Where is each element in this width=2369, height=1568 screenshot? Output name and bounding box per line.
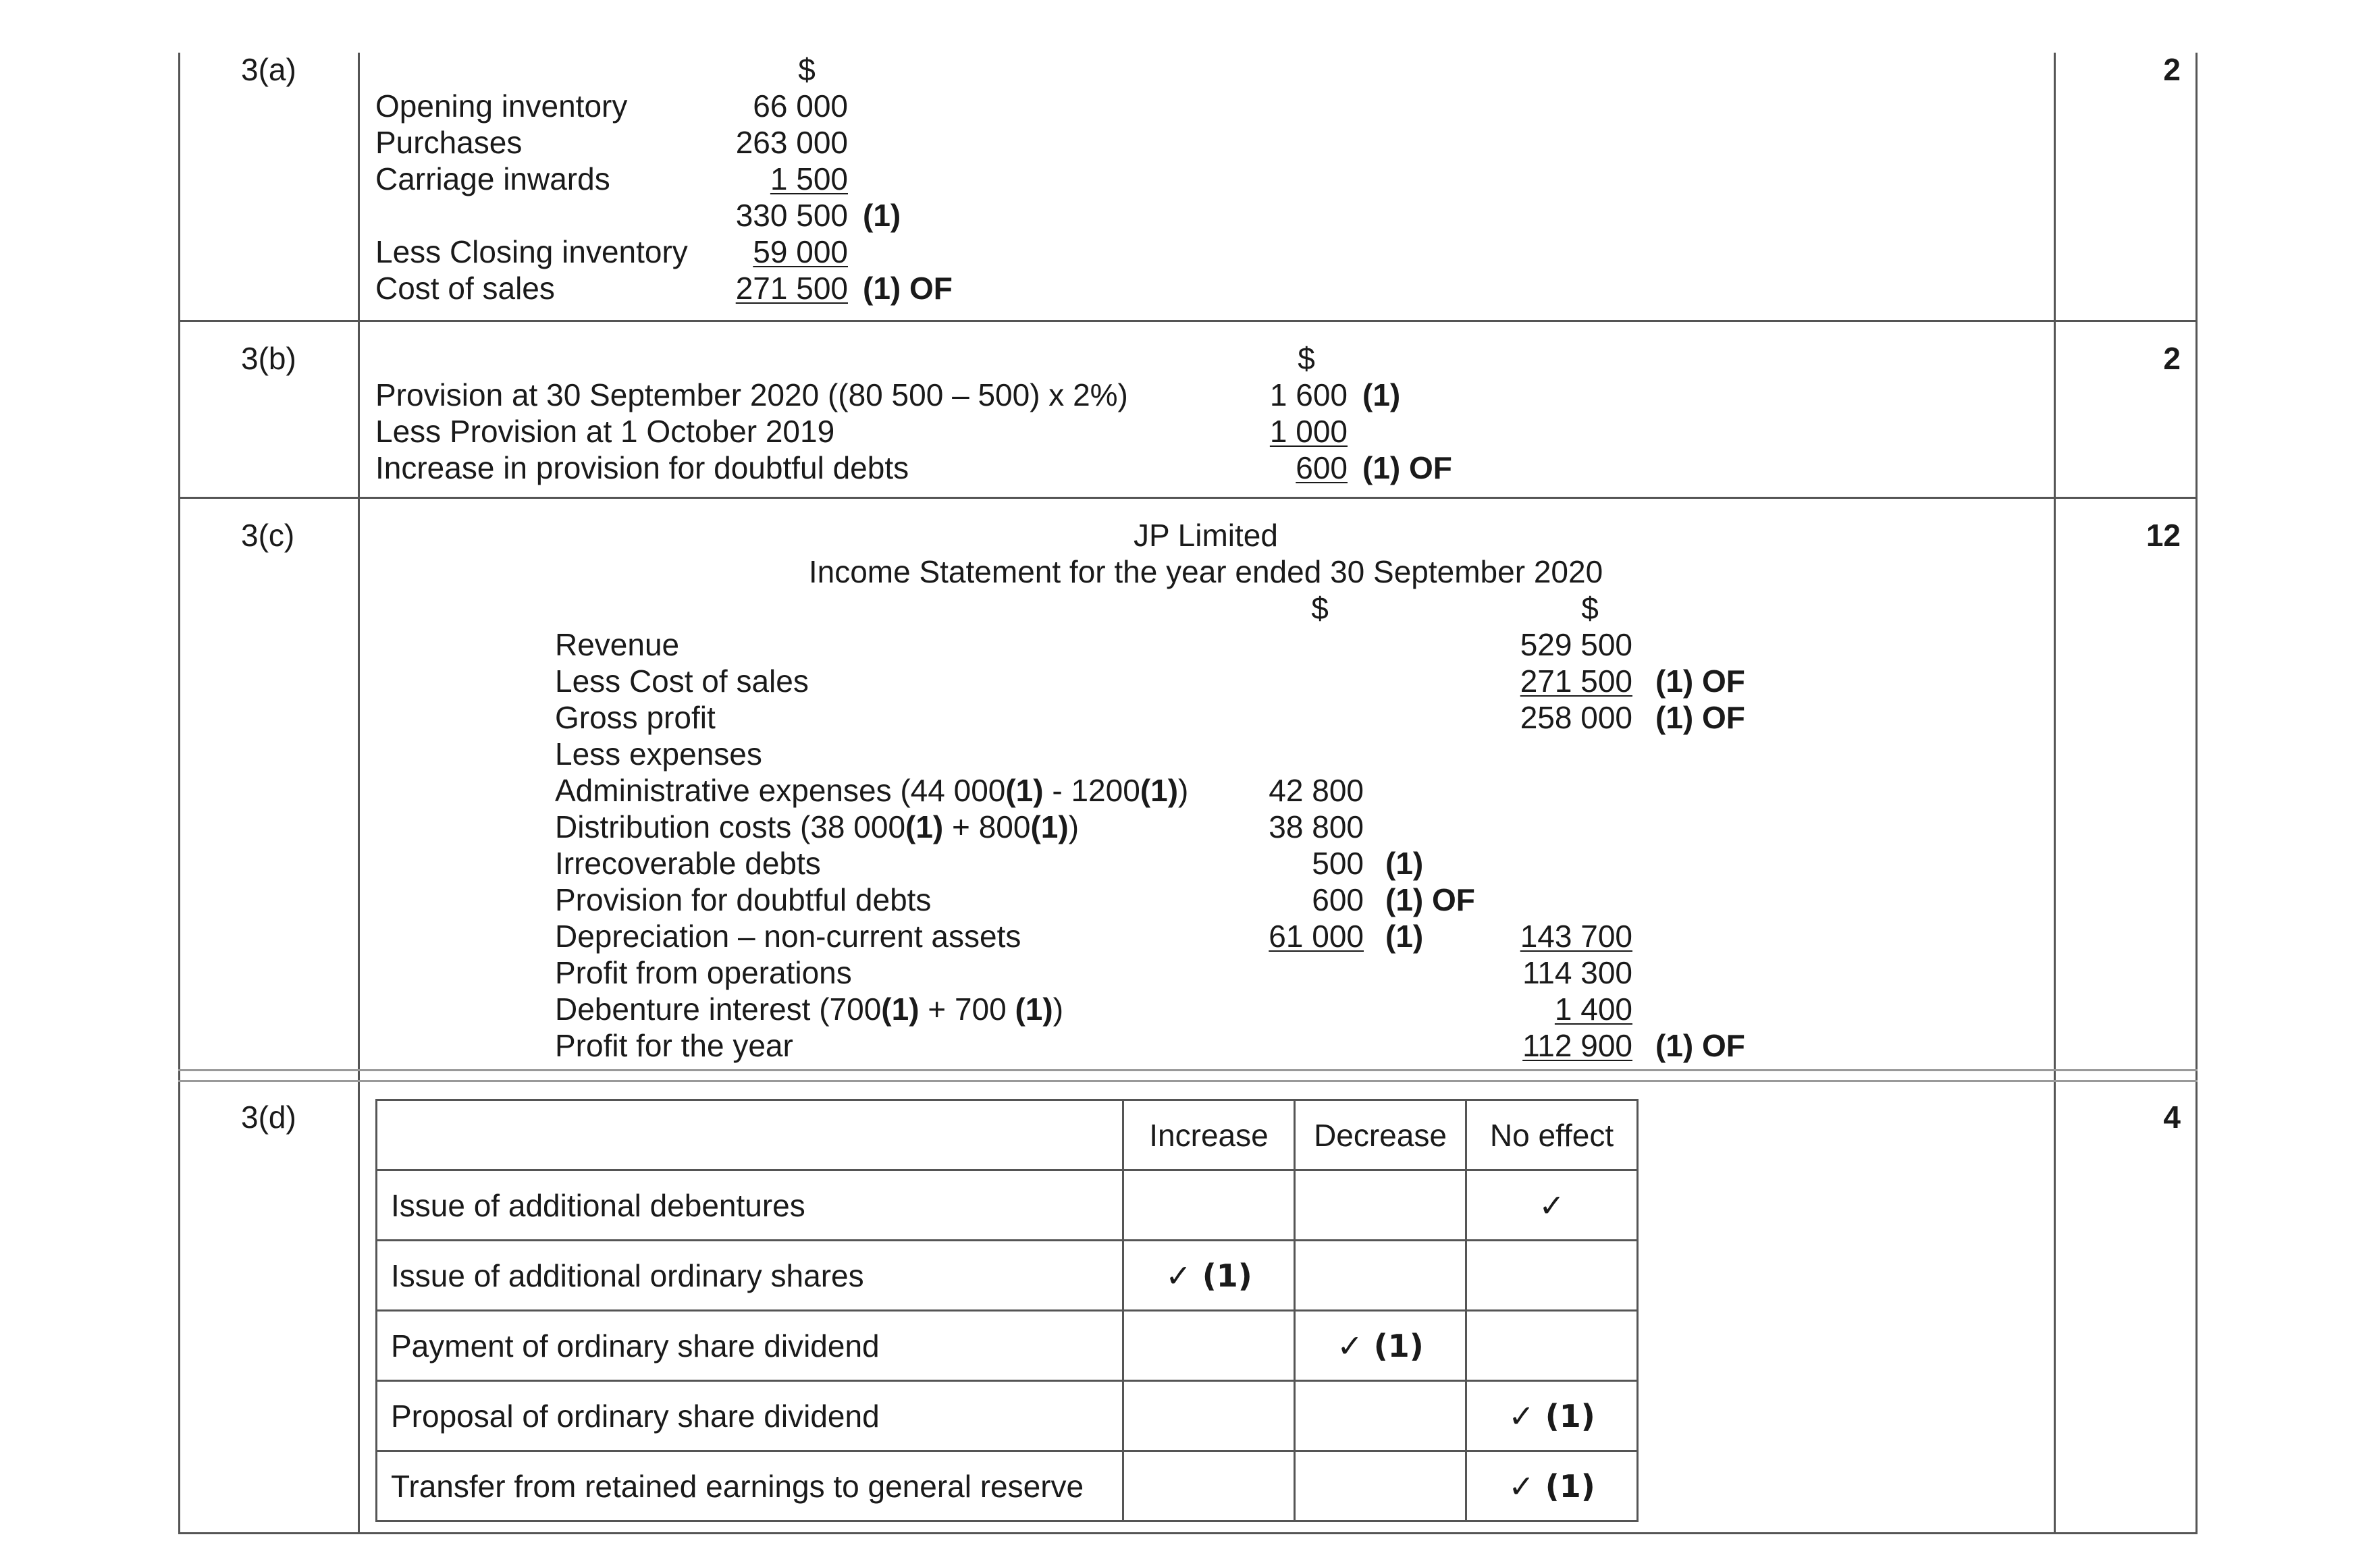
col2-amount: 529 500 bbox=[1520, 627, 1632, 662]
row-divider-a-b bbox=[178, 320, 2198, 322]
col1-amount: 600 bbox=[1312, 882, 1364, 917]
marks-value: 12 bbox=[2146, 518, 2181, 553]
row-divider-c-d-1 bbox=[178, 1069, 2198, 1071]
col1-amount bbox=[1235, 921, 1364, 952]
frame-marks-divider bbox=[2054, 53, 2056, 1534]
row-label: Depreciation – non-current assets bbox=[555, 919, 1021, 954]
row-amount: 330 500 bbox=[735, 198, 848, 233]
mark-note: (1) OF bbox=[1655, 664, 1745, 699]
col2-header: $ bbox=[1581, 591, 1599, 626]
amount-underlined: 1 400 bbox=[1554, 992, 1632, 1027]
col2-amount: 258 000 bbox=[1520, 700, 1632, 735]
mark-inline: (1) bbox=[1015, 992, 1053, 1027]
row-amount: 66 000 bbox=[753, 88, 848, 124]
col1-amount: 42 800 bbox=[1269, 773, 1364, 808]
question-label: 3(d) bbox=[241, 1100, 296, 1135]
increase-cell bbox=[1123, 1381, 1295, 1451]
marks-value: 2 bbox=[2163, 341, 2181, 376]
row-label: Carriage inwards bbox=[375, 161, 610, 196]
table-row bbox=[377, 1311, 1638, 1381]
label-text: Administrative expenses (44 000 bbox=[555, 773, 1006, 808]
mark-inline: (1) bbox=[881, 992, 920, 1027]
col2-amount bbox=[1485, 994, 1632, 1025]
no-effect-cell: ✓ (1) bbox=[1466, 1451, 1638, 1521]
row-label: Provision at 30 September 2020 ((80 500 – 500) x 2%) bbox=[375, 377, 1128, 412]
col1-header: $ bbox=[1311, 591, 1329, 626]
marks-value: 4 bbox=[2163, 1100, 2181, 1135]
mark-inline: (1) bbox=[1140, 773, 1179, 808]
row-label: Increase in provision for doubtful debts bbox=[375, 450, 909, 485]
row-amount bbox=[1215, 452, 1348, 483]
table-row bbox=[377, 1241, 1638, 1311]
row-label: Opening inventory bbox=[375, 88, 628, 124]
row-item: Issue of additional ordinary shares bbox=[377, 1241, 1123, 1311]
mark-note: (1) OF bbox=[1362, 450, 1452, 485]
frame-bottom-border bbox=[178, 1532, 2198, 1534]
no-effect-cell bbox=[1466, 1241, 1638, 1311]
mark-note: (1) OF bbox=[1655, 700, 1745, 735]
label-text: + 700 bbox=[919, 992, 1015, 1027]
table-header-row bbox=[377, 1100, 1638, 1170]
row-label: Less Closing inventory bbox=[375, 234, 688, 269]
col2-amount bbox=[1485, 1030, 1632, 1061]
mark-inline: (1) bbox=[905, 809, 944, 844]
row-label bbox=[555, 811, 1079, 842]
increase-cell: ✓ (1) bbox=[1123, 1241, 1295, 1311]
mark-note: (1) bbox=[1385, 919, 1424, 954]
row-label bbox=[555, 994, 1063, 1025]
row-label: Cost of sales bbox=[375, 271, 555, 306]
mark-note: (1) OF bbox=[1655, 1028, 1745, 1063]
amount-underlined: 1 500 bbox=[770, 161, 848, 196]
table-row bbox=[377, 1451, 1638, 1521]
row-label: Profit from operations bbox=[555, 955, 852, 990]
row-label: Gross profit bbox=[555, 700, 716, 735]
row-amount bbox=[675, 163, 848, 194]
amount-underlined: 143 700 bbox=[1520, 919, 1632, 954]
row-item: Proposal of ordinary share dividend bbox=[377, 1381, 1123, 1451]
mark-inline: (1) bbox=[1005, 773, 1044, 808]
no-effect-cell: ✓ bbox=[1466, 1170, 1638, 1241]
effects-table bbox=[375, 1099, 1639, 1522]
decrease-cell bbox=[1295, 1451, 1466, 1521]
increase-cell bbox=[1123, 1451, 1295, 1521]
row-label: Provision for doubtful debts bbox=[555, 882, 932, 917]
decrease-cell bbox=[1295, 1241, 1466, 1311]
row-divider-b-c bbox=[178, 497, 2198, 499]
row-amount: 1 600 bbox=[1269, 377, 1348, 412]
header-decrease: Decrease bbox=[1295, 1100, 1466, 1170]
mark-note: (1) bbox=[1362, 377, 1401, 412]
label-text: Debenture interest (700 bbox=[555, 992, 882, 1027]
amount-underlined: 112 900 bbox=[1522, 1028, 1632, 1063]
mark-inline: (1) bbox=[1030, 809, 1069, 844]
row-amount bbox=[1215, 416, 1348, 447]
row-label: Less expenses bbox=[555, 736, 762, 772]
decrease-cell bbox=[1295, 1381, 1466, 1451]
question-label: 3(b) bbox=[241, 341, 296, 376]
col2-amount bbox=[1485, 921, 1632, 952]
col2-amount: 114 300 bbox=[1522, 955, 1632, 990]
label-text: Distribution costs (38 000 bbox=[555, 809, 906, 844]
row-label: Less Cost of sales bbox=[555, 664, 809, 699]
header-increase: Increase bbox=[1123, 1100, 1295, 1170]
decrease-cell bbox=[1295, 1170, 1466, 1241]
row-label: Less Provision at 1 October 2019 bbox=[375, 414, 835, 449]
label-text: ) bbox=[1053, 992, 1064, 1027]
row-label: Profit for the year bbox=[555, 1028, 793, 1063]
increase-cell bbox=[1123, 1311, 1295, 1381]
row-label: Revenue bbox=[555, 627, 680, 662]
col1-amount: 500 bbox=[1312, 846, 1364, 881]
increase-cell bbox=[1123, 1170, 1295, 1241]
row-amount bbox=[675, 236, 848, 267]
table-row bbox=[377, 1381, 1638, 1451]
amount-underlined: 600 bbox=[1296, 450, 1348, 485]
row-item: Issue of additional debentures bbox=[377, 1170, 1123, 1241]
no-effect-cell bbox=[1466, 1311, 1638, 1381]
amount-underlined: 59 000 bbox=[753, 234, 848, 269]
mark-note: (1) OF bbox=[1385, 882, 1475, 917]
mark-note: (1) bbox=[1385, 846, 1424, 881]
frame-left-border bbox=[178, 53, 180, 1534]
question-label: 3(a) bbox=[241, 52, 296, 87]
row-item: Payment of ordinary share dividend bbox=[377, 1311, 1123, 1381]
label-text: + 800 bbox=[943, 809, 1031, 844]
decrease-cell: ✓ (1) bbox=[1295, 1311, 1466, 1381]
col2-amount bbox=[1485, 666, 1632, 697]
amount-underlined: 1 000 bbox=[1269, 414, 1348, 449]
label-text: - 1200 bbox=[1043, 773, 1140, 808]
label-text: ) bbox=[1178, 773, 1189, 808]
amount-underlined: 61 000 bbox=[1269, 919, 1364, 954]
header-blank-cell bbox=[377, 1100, 1123, 1170]
header-no-effect: No effect bbox=[1466, 1100, 1638, 1170]
question-label: 3(c) bbox=[241, 518, 295, 553]
row-amount: 263 000 bbox=[735, 125, 848, 160]
currency-header: $ bbox=[798, 52, 816, 87]
company-name: JP Limited bbox=[1134, 518, 1278, 553]
row-item: Transfer from retained earnings to general reserve bbox=[377, 1451, 1123, 1521]
mark-note: (1) bbox=[863, 198, 901, 233]
mark-note: (1) OF bbox=[863, 271, 953, 306]
label-text: ) bbox=[1068, 809, 1080, 844]
frame-question-divider bbox=[358, 53, 360, 1534]
frame-right-border bbox=[2195, 53, 2198, 1534]
col1-amount: 38 800 bbox=[1269, 809, 1364, 844]
row-label bbox=[555, 775, 1188, 806]
row-label: Irrecoverable debts bbox=[555, 846, 821, 881]
statement-title: Income Statement for the year ended 30 September 2020 bbox=[808, 554, 1603, 589]
row-amount bbox=[675, 273, 848, 304]
amount-underlined: 271 500 bbox=[1520, 664, 1632, 699]
row-divider-c-d-2 bbox=[178, 1080, 2198, 1082]
row-label: Purchases bbox=[375, 125, 523, 160]
no-effect-cell: ✓ (1) bbox=[1466, 1381, 1638, 1451]
marks-value: 2 bbox=[2163, 52, 2181, 87]
currency-header: $ bbox=[1298, 341, 1315, 376]
amount-underlined: 271 500 bbox=[735, 271, 848, 306]
table-row bbox=[377, 1170, 1638, 1241]
